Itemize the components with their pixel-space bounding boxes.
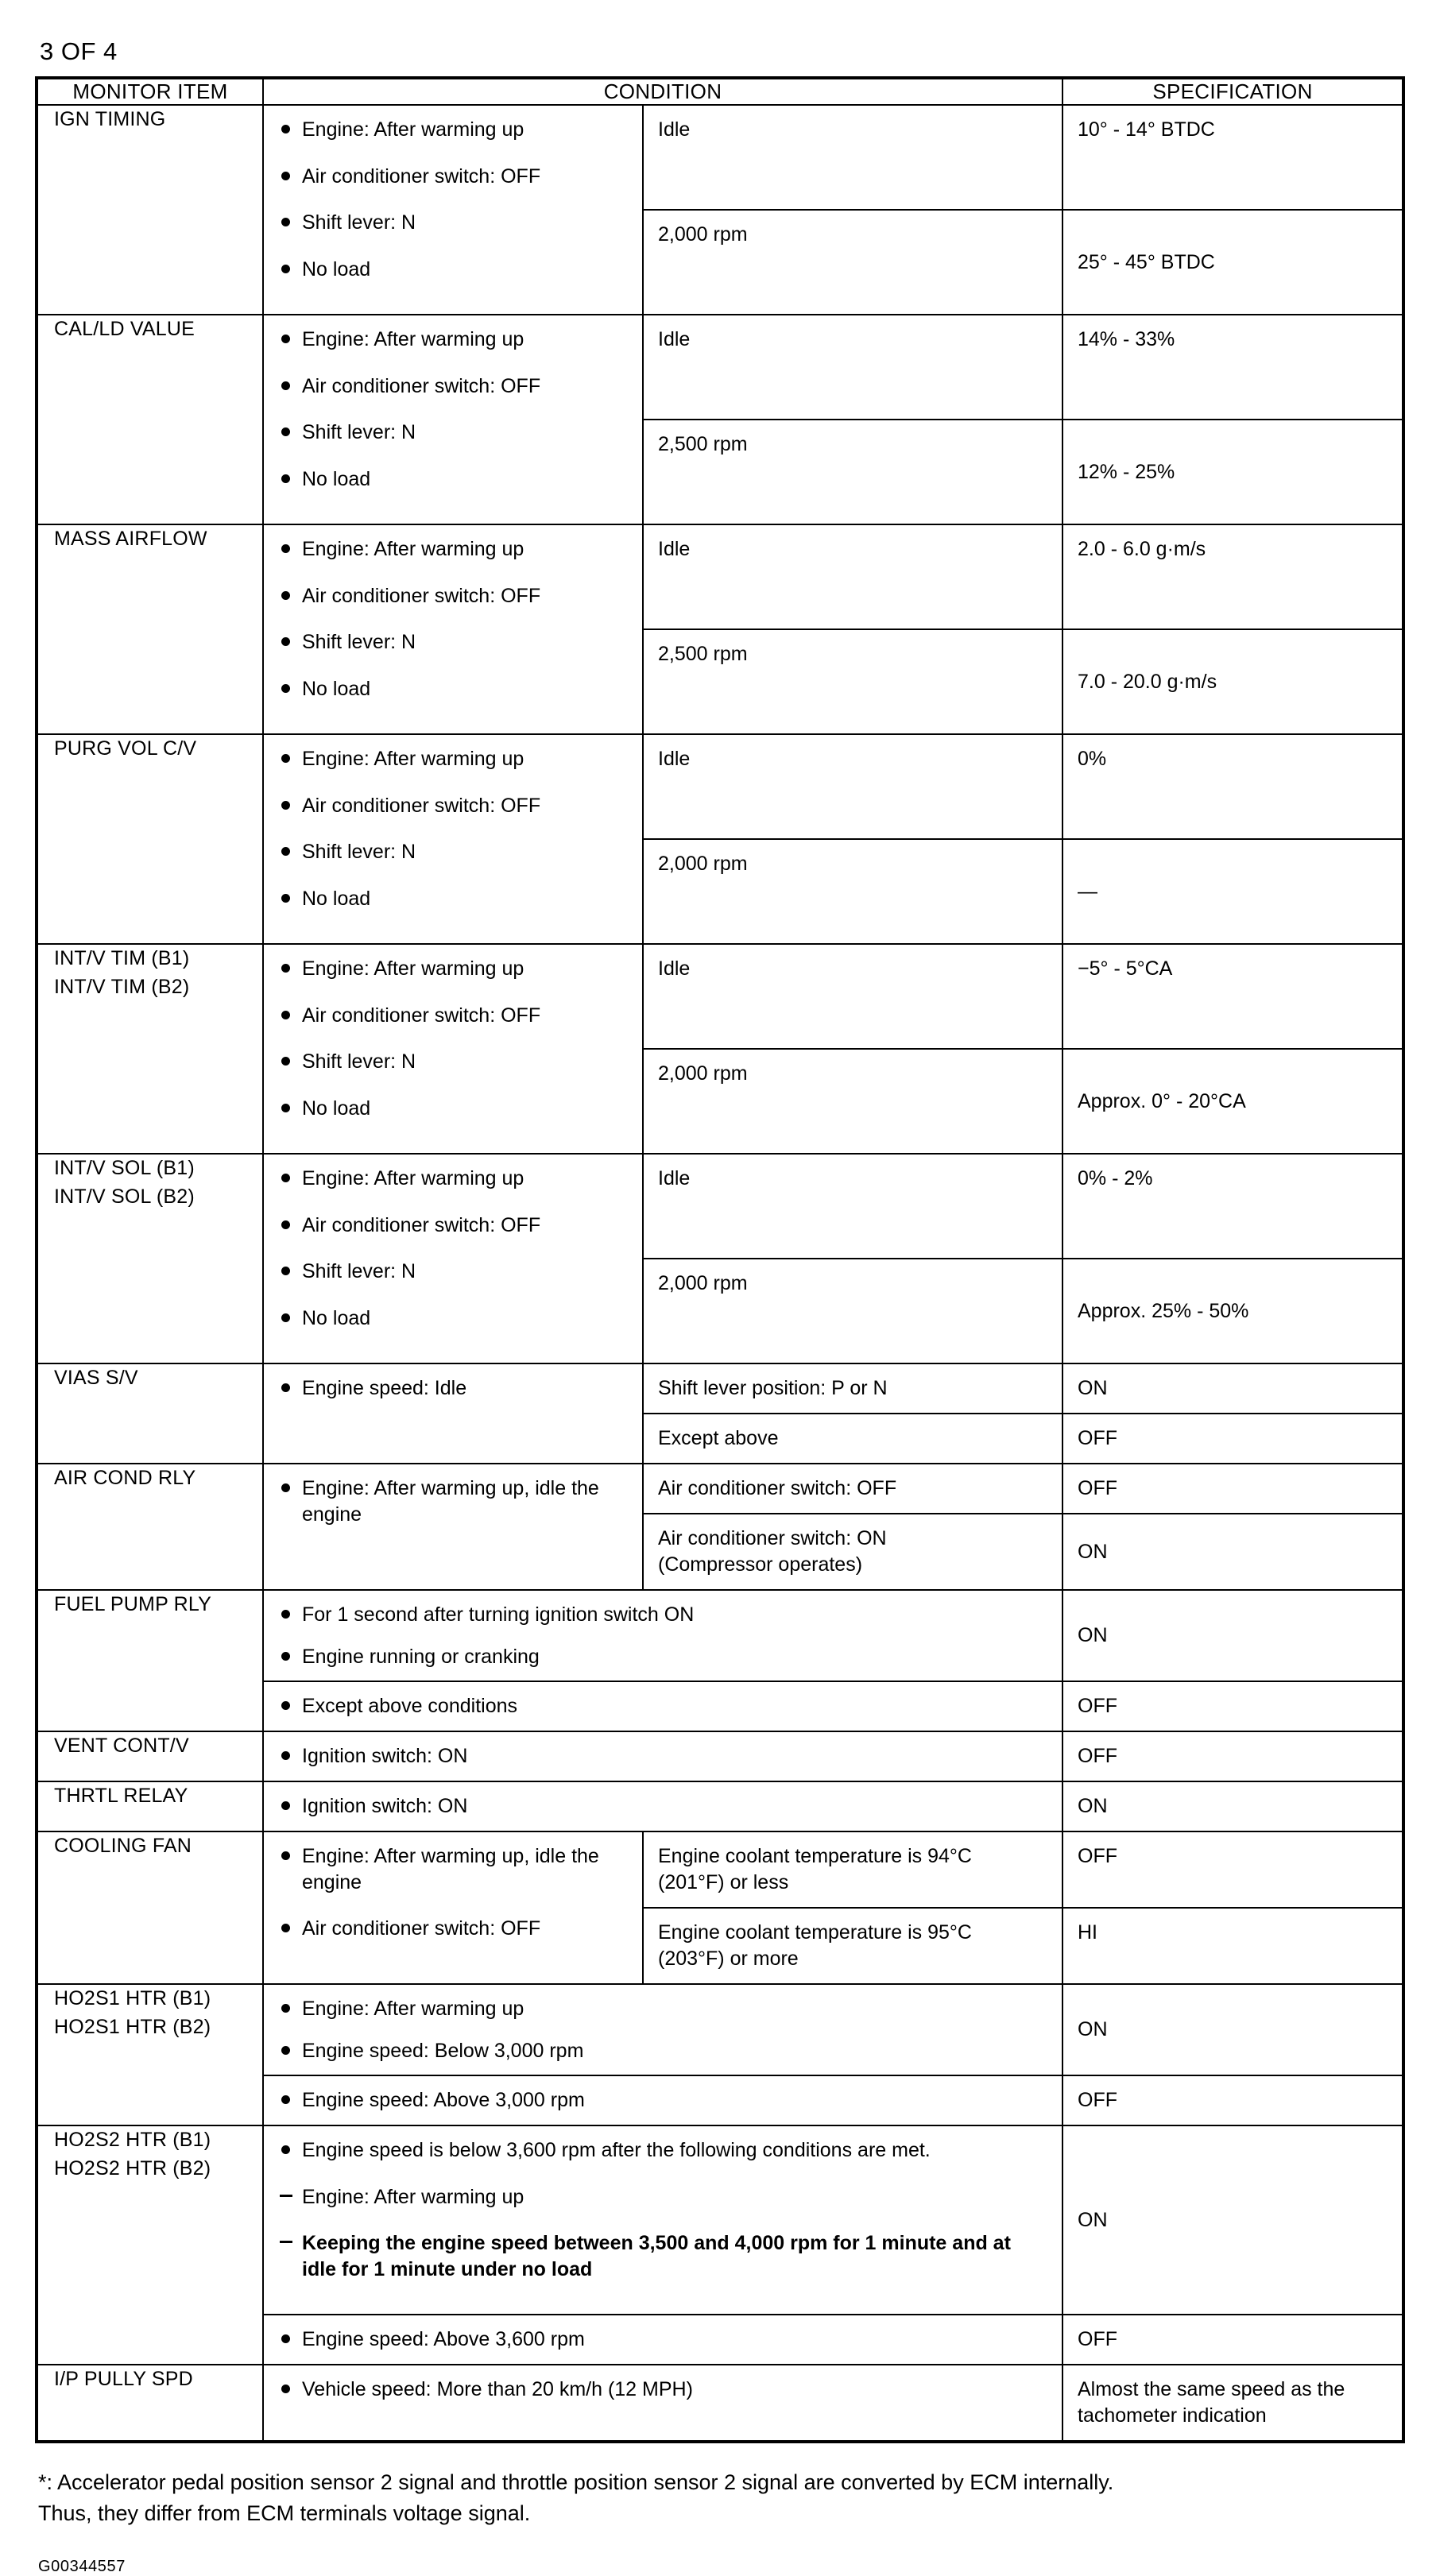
specification-cell <box>1062 2125 1403 2315</box>
specification-cell <box>1062 1984 1403 2075</box>
bullet-icon <box>281 427 290 436</box>
condition-cell <box>263 105 643 315</box>
specification-value: OFF <box>1078 2089 1117 2112</box>
bullet-icon <box>281 474 290 483</box>
specification-cell <box>1062 1781 1403 1831</box>
condition-item: No load <box>278 1305 629 1332</box>
condition-list <box>278 1996 1049 2064</box>
condition-item: Engine: After warming up <box>278 327 629 353</box>
bullet-icon <box>281 381 290 390</box>
condition-cell <box>263 734 643 944</box>
specification-cell <box>1062 1590 1403 1681</box>
condition-item: Engine speed: Above 3,600 rpm <box>278 2327 1049 2353</box>
dash-icon <box>280 2195 292 2197</box>
table-row <box>37 524 1403 629</box>
bullet-icon <box>281 1057 290 1066</box>
bullet-icon <box>281 1011 290 1019</box>
bullet-icon <box>281 2046 290 2055</box>
sub-condition-cell <box>643 1154 1062 1259</box>
condition-list <box>278 2087 1049 2114</box>
table-row <box>37 105 1403 210</box>
condition-list <box>278 2137 1049 2282</box>
monitor-item-cell <box>37 734 263 944</box>
specification-value: ON <box>1078 1624 1108 1647</box>
condition-item: Engine: After warming up <box>278 746 629 772</box>
specification-value: ON <box>1078 2018 1108 2041</box>
specification-cell <box>1062 2315 1403 2365</box>
monitor-item-label: MASS AIRFLOW <box>54 528 207 551</box>
table-row <box>37 944 1403 1049</box>
sub-condition-label: 2,500 rpm <box>658 643 748 666</box>
monitor-item-label: PURG VOL C/V <box>54 737 197 760</box>
specification-cell <box>1062 1908 1403 1984</box>
monitor-item-cell <box>37 1590 263 1731</box>
specification-value: 0% - 2% <box>1078 1167 1153 1190</box>
footnote <box>38 2467 1389 2529</box>
condition-item: Engine: After warming up <box>278 1166 629 1192</box>
bullet-icon <box>281 1801 290 1810</box>
specification-cell <box>1062 629 1403 734</box>
condition-cell <box>263 1781 1062 1831</box>
condition-cell <box>263 1984 1062 2075</box>
specification-cell <box>1062 315 1403 420</box>
condition-list <box>278 536 629 702</box>
condition-item: Engine: After warming up <box>278 117 629 143</box>
specification-cell <box>1062 1363 1403 1414</box>
table-row <box>37 1831 1403 1908</box>
condition-item: Engine: After warming up, idle the engine <box>278 1476 629 1527</box>
bullet-icon <box>281 591 290 600</box>
condition-cell <box>263 1464 643 1590</box>
condition-item: Air conditioner switch: OFF <box>278 1213 629 1239</box>
condition-item: Shift lever: N <box>278 420 629 446</box>
condition-cell <box>263 315 643 524</box>
bullet-icon <box>281 801 290 810</box>
monitor-item-label: INT/V TIM (B1) INT/V TIM (B2) <box>54 947 190 998</box>
sub-condition-label: Idle <box>658 328 691 351</box>
condition-item: No load <box>278 886 629 912</box>
condition-cell <box>263 1731 1062 1781</box>
condition-item: Ignition switch: ON <box>278 1743 1049 1770</box>
bullet-icon <box>281 218 290 226</box>
bullet-icon <box>281 2004 290 2013</box>
table-row <box>37 734 1403 839</box>
condition-item: Air conditioner switch: OFF <box>278 583 629 609</box>
condition-list <box>278 117 629 282</box>
specification-cell <box>1062 524 1403 629</box>
sub-condition-label: Air conditioner switch: ON (Compressor operates) <box>658 1527 887 1576</box>
specification-cell <box>1062 1731 1403 1781</box>
condition-list <box>278 1793 1049 1820</box>
footnote-line-1: *: Accelerator pedal position sensor 2 signal and throttle position sensor 2 signal are converted by ECM internally. <box>38 2470 1114 2495</box>
condition-list <box>278 1375 629 1402</box>
bullet-icon <box>281 172 290 180</box>
condition-list <box>278 1602 1049 1669</box>
dash-icon <box>280 2241 292 2243</box>
bullet-icon <box>281 2334 290 2343</box>
monitor-item-cell <box>37 2125 263 2365</box>
column-header-specification: SPECIFICATION <box>1062 78 1403 105</box>
specification-value: 0% <box>1078 748 1107 771</box>
monitor-item-cell <box>37 1363 263 1464</box>
condition-item: Except above conditions <box>278 1693 1049 1719</box>
sub-condition-label: Engine coolant temperature is 95°C (203°F) or more <box>658 1921 972 1971</box>
sub-condition-cell <box>643 1049 1062 1154</box>
monitor-item-cell <box>37 105 263 315</box>
bullet-icon <box>281 125 290 133</box>
condition-item: Air conditioner switch: OFF <box>278 1003 629 1029</box>
monitor-item-cell <box>37 1831 263 1984</box>
sub-condition-cell <box>643 1831 1062 1908</box>
condition-list <box>278 2377 1049 2403</box>
bullet-icon <box>281 335 290 343</box>
monitor-item-cell <box>37 1781 263 1831</box>
specification-value: HI <box>1078 1921 1097 1944</box>
table-row <box>37 1464 1403 1514</box>
condition-cell <box>263 1363 643 1464</box>
sub-condition-cell <box>643 734 1062 839</box>
specification-value: 12% - 25% <box>1078 460 1175 483</box>
condition-item: Engine: After warming up <box>278 536 629 563</box>
condition-cell <box>263 1831 643 1984</box>
monitor-item-cell <box>37 1731 263 1781</box>
specification-value: ON <box>1078 2208 1108 2231</box>
condition-cell <box>263 2315 1062 2365</box>
condition-cell <box>263 2365 1062 2442</box>
condition-cell <box>263 524 643 734</box>
specification-cell <box>1062 1831 1403 1908</box>
condition-item: Air conditioner switch: OFF <box>278 164 629 190</box>
sub-condition-label: 2,000 rpm <box>658 1062 748 1085</box>
sub-condition-cell <box>643 210 1062 315</box>
specification-cell <box>1062 944 1403 1049</box>
monitor-item-label: FUEL PUMP RLY <box>54 1593 212 1616</box>
monitor-item-label: I/P PULLY SPD <box>54 2368 193 2391</box>
condition-item: Engine speed: Below 3,000 rpm <box>278 2038 1049 2064</box>
table-body <box>37 105 1403 2442</box>
monitor-item-label: COOLING FAN <box>54 1835 192 1858</box>
condition-item: Air conditioner switch: OFF <box>278 373 629 400</box>
footnote-line-2: Thus, they differ from ECM terminals voltage signal. <box>38 2501 531 2526</box>
specification-cell <box>1062 1414 1403 1464</box>
header-row <box>37 78 1403 105</box>
monitor-item-cell <box>37 1154 263 1363</box>
bullet-icon <box>281 1104 290 1112</box>
specification-value: Approx. 25% - 50% <box>1078 1299 1249 1322</box>
condition-item: Shift lever: N <box>278 629 629 656</box>
sub-condition-label: Idle <box>658 538 691 561</box>
condition-cell <box>263 1154 643 1363</box>
column-header-condition: CONDITION <box>263 78 1062 105</box>
table-row <box>37 1590 1403 1681</box>
table-row <box>37 1154 1403 1259</box>
bullet-icon <box>281 964 290 973</box>
bullet-icon <box>281 1174 290 1182</box>
sub-condition-cell <box>643 1514 1062 1590</box>
table-row <box>37 1731 1403 1781</box>
sub-condition-cell <box>643 629 1062 734</box>
condition-item: Engine: After warming up <box>278 1996 1049 2022</box>
specification-cell <box>1062 210 1403 315</box>
specification-value: OFF <box>1078 1427 1117 1450</box>
condition-cell <box>263 944 643 1154</box>
monitor-item-label: IGN TIMING <box>54 108 166 131</box>
page-label: 3 OF 4 <box>40 37 118 65</box>
condition-item: Engine: After warming up, idle the engine <box>278 1843 629 1895</box>
specification-cell <box>1062 1259 1403 1363</box>
specification-cell <box>1062 2075 1403 2125</box>
specification-value: ON <box>1078 1795 1108 1818</box>
specification-cell <box>1062 105 1403 210</box>
bullet-icon <box>281 1851 290 1860</box>
sub-condition-label: Shift lever position: P or N <box>658 1377 888 1400</box>
specification-value: 2.0 - 6.0 g·m/s <box>1078 538 1206 561</box>
sub-condition-label: 2,000 rpm <box>658 1272 748 1295</box>
specification-value: — <box>1078 880 1097 903</box>
condition-cell <box>263 2075 1062 2125</box>
bullet-icon <box>281 1220 290 1229</box>
sub-condition-label: Idle <box>658 1167 691 1190</box>
specification-cell <box>1062 1681 1403 1731</box>
bullet-icon <box>281 1701 290 1710</box>
monitor-item-label: INT/V SOL (B1) INT/V SOL (B2) <box>54 1157 195 1208</box>
condition-list <box>278 746 629 911</box>
monitor-item-cell <box>37 944 263 1154</box>
sub-condition-label: Engine coolant temperature is 94°C (201°F) or less <box>658 1845 972 1894</box>
sub-condition-cell <box>643 420 1062 524</box>
specification-value: ON <box>1078 1377 1108 1400</box>
condition-list <box>278 1166 629 1331</box>
sub-condition-label: Idle <box>658 748 691 771</box>
condition-item: No load <box>278 676 629 702</box>
table-row <box>37 2365 1403 2442</box>
bullet-icon <box>281 754 290 763</box>
specification-cell <box>1062 1049 1403 1154</box>
specification-value: 25° - 45° BTDC <box>1078 250 1215 273</box>
table-row <box>37 2125 1403 2315</box>
bullet-icon <box>281 2095 290 2104</box>
specification-value: Almost the same speed as the tachometer indication <box>1078 2378 1345 2427</box>
specification-value: 7.0 - 20.0 g·m/s <box>1078 670 1217 693</box>
condition-item: For 1 second after turning ignition switch ON <box>278 1602 1049 1628</box>
monitor-item-cell <box>37 1984 263 2125</box>
condition-item: Engine speed: Above 3,000 rpm <box>278 2087 1049 2114</box>
bullet-icon <box>281 1610 290 1619</box>
sub-condition-label: Idle <box>658 957 691 981</box>
bullet-icon <box>281 1751 290 1760</box>
bullet-icon <box>281 1383 290 1392</box>
sub-condition-cell <box>643 1464 1062 1514</box>
sub-condition-label: Idle <box>658 118 691 141</box>
column-header-monitor-item: MONITOR ITEM <box>37 78 263 105</box>
condition-list <box>278 1743 1049 1770</box>
condition-item: No load <box>278 1096 629 1122</box>
specification-value: OFF <box>1078 2328 1117 2351</box>
condition-cell <box>263 1681 1062 1731</box>
sub-condition-cell <box>643 1908 1062 1984</box>
condition-list <box>278 327 629 492</box>
monitor-item-spec-table <box>35 76 1405 2443</box>
sub-condition-cell <box>643 839 1062 944</box>
bullet-icon <box>281 894 290 903</box>
bullet-icon <box>281 2385 290 2393</box>
condition-item: Shift lever: N <box>278 1049 629 1075</box>
table-row <box>37 1781 1403 1831</box>
bullet-icon <box>281 265 290 273</box>
specification-value: OFF <box>1078 1745 1117 1768</box>
specification-value: OFF <box>1078 1477 1117 1500</box>
monitor-item-label: HO2S2 HTR (B1) HO2S2 HTR (B2) <box>54 2129 211 2180</box>
sub-condition-label: 2,000 rpm <box>658 223 748 246</box>
bullet-icon <box>281 684 290 693</box>
specification-value: OFF <box>1078 1845 1117 1868</box>
bullet-icon <box>281 1652 290 1661</box>
sub-condition-cell <box>643 315 1062 420</box>
bullet-icon <box>281 544 290 553</box>
condition-item: Shift lever: N <box>278 1259 629 1285</box>
condition-item: Engine speed: Idle <box>278 1375 629 1402</box>
table-row <box>37 315 1403 420</box>
specification-value: OFF <box>1078 1695 1117 1718</box>
condition-list <box>278 956 629 1121</box>
sub-condition-label: Air conditioner switch: OFF <box>658 1477 897 1500</box>
sub-condition-cell <box>643 524 1062 629</box>
specification-value: Approx. 0° - 20°CA <box>1078 1089 1246 1112</box>
specification-cell <box>1062 1514 1403 1590</box>
condition-list <box>278 1476 629 1527</box>
condition-item: Engine running or cranking <box>278 1644 1049 1670</box>
sub-condition-cell <box>643 1259 1062 1363</box>
monitor-item-label: HO2S1 HTR (B1) HO2S1 HTR (B2) <box>54 1987 211 2038</box>
bullet-icon <box>281 1313 290 1322</box>
specification-value: ON <box>1078 1540 1108 1563</box>
table-row <box>37 1363 1403 1414</box>
sub-condition-cell <box>643 1363 1062 1414</box>
condition-item: Engine speed is below 3,600 rpm after the following conditions are met. <box>278 2137 1049 2164</box>
condition-item: Engine: After warming up <box>278 956 629 982</box>
specification-cell <box>1062 420 1403 524</box>
specification-cell <box>1062 2365 1403 2442</box>
sub-condition-label: Except above <box>658 1427 779 1450</box>
table-row <box>37 1984 1403 2075</box>
condition-item: Ignition switch: ON <box>278 1793 1049 1820</box>
condition-item: Shift lever: N <box>278 210 629 236</box>
monitor-item-cell <box>37 2365 263 2442</box>
monitor-item-cell <box>37 1464 263 1590</box>
condition-sub-item: Engine: After warming up <box>278 2184 1049 2210</box>
condition-item: Air conditioner switch: OFF <box>278 793 629 819</box>
sub-condition-cell <box>643 105 1062 210</box>
bullet-icon <box>281 1267 290 1275</box>
monitor-item-label: THRTL RELAY <box>54 1785 188 1808</box>
specification-value: 14% - 33% <box>1078 328 1175 351</box>
bullet-icon <box>281 1483 290 1492</box>
condition-item: No load <box>278 466 629 493</box>
monitor-item-cell <box>37 524 263 734</box>
monitor-item-label: VIAS S/V <box>54 1367 138 1390</box>
bullet-icon <box>281 847 290 856</box>
condition-cell <box>263 2125 1062 2315</box>
specification-value: −5° - 5°CA <box>1078 957 1173 981</box>
sub-condition-cell <box>643 1414 1062 1464</box>
monitor-item-label: CAL/LD VALUE <box>54 318 195 341</box>
condition-item: No load <box>278 257 629 283</box>
condition-item: Air conditioner switch: OFF <box>278 1916 629 1942</box>
specification-cell <box>1062 1464 1403 1514</box>
condition-item: Shift lever: N <box>278 839 629 865</box>
sub-condition-cell <box>643 944 1062 1049</box>
monitor-item-label: AIR COND RLY <box>54 1467 196 1490</box>
condition-cell <box>263 1590 1062 1681</box>
table-header <box>37 78 1403 105</box>
condition-item: Vehicle speed: More than 20 km/h (12 MPH) <box>278 2377 1049 2403</box>
specification-cell <box>1062 1154 1403 1259</box>
specification-cell <box>1062 839 1403 944</box>
specification-cell <box>1062 734 1403 839</box>
specification-value: 10° - 14° BTDC <box>1078 118 1215 141</box>
condition-list <box>278 2327 1049 2353</box>
sub-condition-label: 2,000 rpm <box>658 853 748 876</box>
bullet-icon <box>281 1924 290 1932</box>
monitor-item-cell <box>37 315 263 524</box>
monitor-item-label: VENT CONT/V <box>54 1735 189 1758</box>
document-id: G00344557 <box>38 2558 126 2576</box>
condition-list <box>278 1843 629 1942</box>
condition-list <box>278 1693 1049 1719</box>
sub-condition-label: 2,500 rpm <box>658 433 748 456</box>
bullet-icon <box>281 637 290 646</box>
condition-sub-item: Keeping the engine speed between 3,500 and 4,000 rpm for 1 minute and at idle for 1 minute under no load <box>278 2230 1049 2282</box>
